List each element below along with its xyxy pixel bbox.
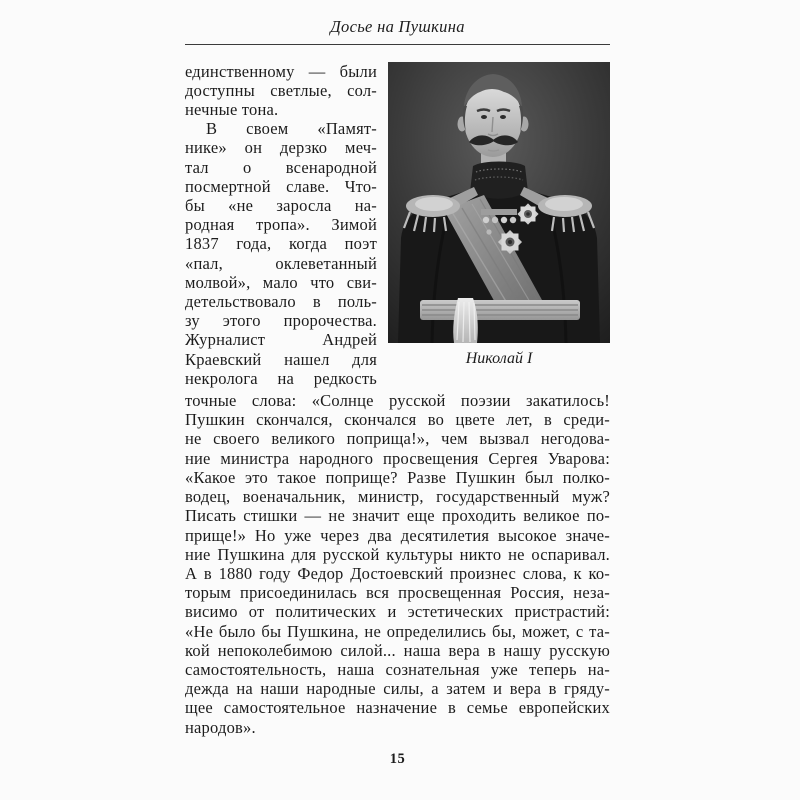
portrait-star-order — [517, 203, 538, 224]
text-line: нике» он дерзко меч- — [185, 138, 377, 158]
text-line: водец, военачальник, министр, государственный муж? — [185, 487, 610, 507]
text-line: торым присоединилась вся просвещенная Россия, неза- — [185, 583, 610, 603]
text-line: 1837 года, когда поэт — [185, 234, 377, 254]
header-rule — [185, 44, 610, 45]
running-head: Досье на Пушкина — [330, 17, 465, 36]
figure-caption: Николай I — [465, 349, 533, 367]
text-line: А в 1880 году Федор Достоевский произнес слова, к ко- — [185, 563, 610, 583]
text-line: ние Пушкина для русской культуры никто не оспаривал. — [185, 544, 610, 564]
text-line: В своем «Памят- — [206, 119, 377, 139]
text-line: Краевский нашел для — [185, 349, 377, 369]
text-line: прище!» Но уже через два десятилетия высокое значе- — [185, 525, 610, 545]
portrait-star-order — [498, 230, 522, 254]
text-line: посмертной славе. Что- — [185, 176, 377, 196]
text-line: не своего великого поприща!», чем вызвал негодова- — [185, 429, 610, 449]
text-line: доступны светлые, сол- — [185, 80, 377, 100]
text-line: детельствовало в поль- — [185, 292, 377, 312]
left-text-column — [185, 62, 377, 388]
text-line: кой непоколебимою силой... наша вера в нашу русскую — [185, 640, 610, 660]
text-line: «Не было бы Пушкина, не определились бы, может, с та- — [185, 621, 610, 641]
text-line: молвой», мало что сви- — [185, 272, 377, 292]
text-line: дежда на наши народные силы, а затем и вера в гряду- — [185, 679, 610, 699]
text-line: Журналист Андрей — [185, 330, 377, 350]
text-line: висимо от политических и эстетических пристрастий: — [185, 602, 610, 622]
text-line: Писать стишки — не значит еще проходить великое по- — [185, 506, 610, 526]
portrait-figure — [388, 62, 610, 388]
text-line: «пал, оклеветанный — [185, 253, 377, 273]
top-section — [185, 62, 610, 388]
text-line: Пушкин скончался, скончался во цвете лет, в среди- — [185, 410, 610, 430]
page-number: 15 — [389, 750, 406, 767]
text-line: нечные тона. — [185, 100, 279, 120]
text-line: «Какое это такое поприще? Разве Пушкин был полко- — [185, 467, 610, 487]
text-line: зу этого пророчества. — [185, 311, 377, 331]
book-page — [185, 0, 610, 768]
text-line: единственному — были — [185, 61, 377, 81]
text-line: самостоятельность, наша сознательная уже теперь на- — [185, 659, 610, 679]
text-line: родная тропа». Зимой — [185, 215, 377, 235]
portrait-tassel — [453, 298, 478, 343]
text-line: ние министра народного просвещения Сергея Уварова: — [185, 448, 610, 468]
portrait-nicholas-i — [388, 62, 610, 343]
main-text-block — [185, 391, 610, 737]
text-line: некролога на редкость — [185, 368, 377, 388]
text-line: щее самостоятельное назначение в семье европейских — [185, 698, 610, 718]
text-line: тал о всенародной — [185, 157, 377, 177]
portrait-belt — [420, 300, 580, 320]
text-line: народов». — [185, 717, 256, 737]
text-line: бы «не заросла на- — [185, 196, 377, 216]
text-line: точные слова: «Солнце русской поэзии закатилось! — [185, 391, 610, 411]
